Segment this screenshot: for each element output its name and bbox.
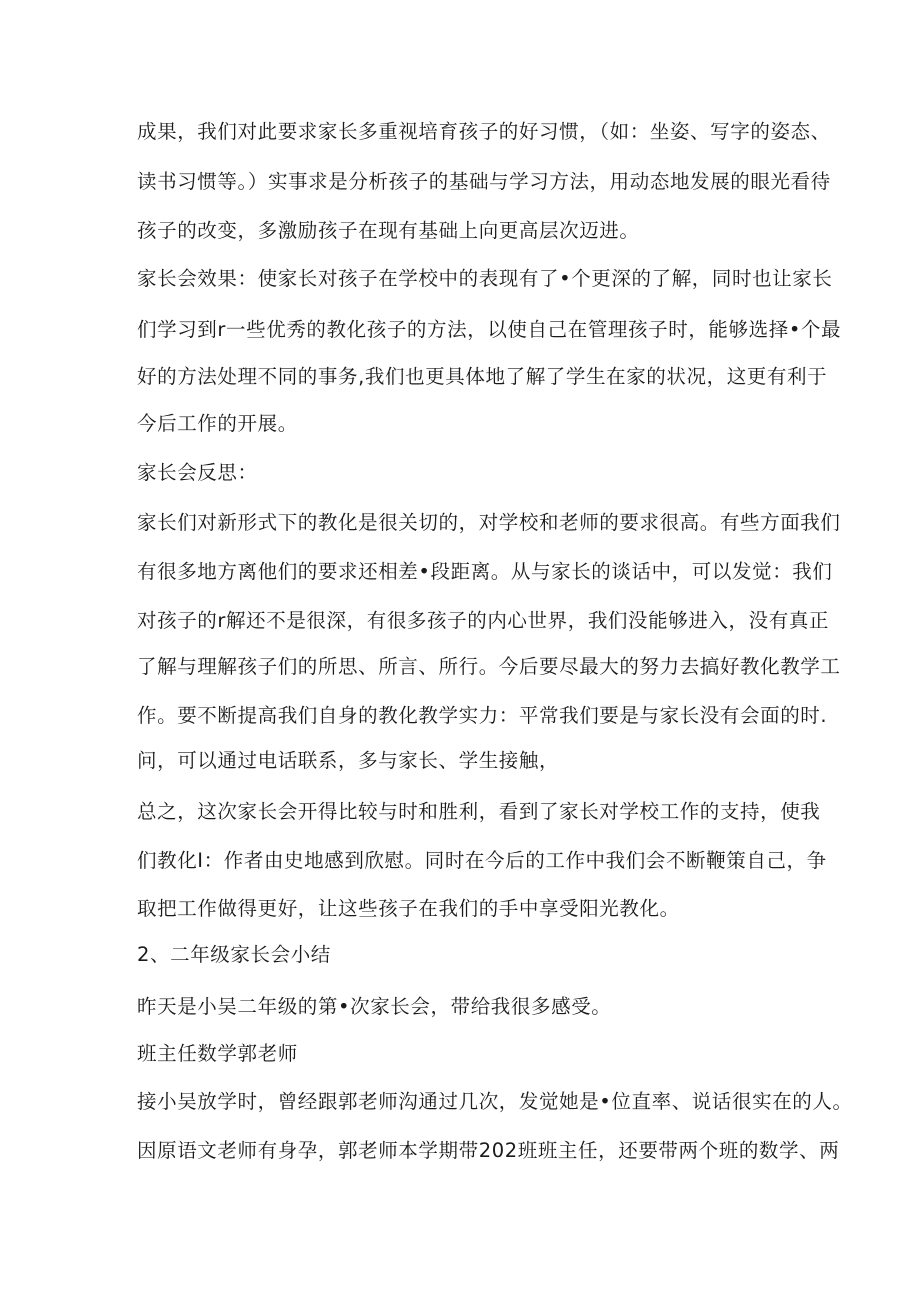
- text-line: 家长们对新形式下的教化是很关切的，对学校和老师的要求很高。有些方面我们: [137, 511, 841, 534]
- text-line: 总之，这次家长会开得比较与时和胜利，看到了家长对学校工作的支持，使我: [137, 800, 821, 823]
- section-heading: 家长会反思：: [137, 461, 258, 484]
- text-line: 家长会效果：使家长对孩子在学校中的表现有了•个更深的了解，同时也让家长: [137, 267, 833, 290]
- text-line: 作。要不断提高我们自身的教化教学实力：平常我们要是与家长没有会面的时.: [137, 704, 828, 727]
- text-line: 孩子的改变，多激励孩子在现有基础上向更高层次迈进。: [137, 219, 640, 242]
- text-line: 接小吴放学时，曾经跟郭老师沟通过几次，发觉她是•位直率、说话很实在的人。: [137, 1090, 853, 1113]
- subheading: 班主任数学郭老师: [137, 1042, 298, 1065]
- text-line: 有很多地方离他们的要求还相差•段距离。从与家长的谈话中，可以发觉：我们: [137, 560, 833, 583]
- text-line: 今后工作的开展。: [137, 412, 298, 435]
- section-heading: 2、二年级家长会小结: [137, 943, 331, 966]
- text-line: 们教化I：作者由史地感到欣慰。同时在今后的工作中我们会不断鞭策自己，争: [137, 849, 827, 872]
- text-line: 取把工作做得更好，让这些孩子在我们的手中享受阳光教化。: [137, 897, 680, 920]
- text-line: 们学习到r一些优秀的教化孩子的方法，以使自己在管理孩子时，能够选择•个最: [137, 318, 842, 341]
- text-line: 好的方法处理不同的事务,我们也更具体地了解了学生在家的状况，这更有利于: [137, 365, 828, 388]
- text-line: 读书习惯等。）实事求是分析孩子的基础与学习方法，用动态地发展的眼光看待: [137, 170, 831, 193]
- text-line: 问，可以通过电话联系，多与家长、学生接触，: [137, 749, 560, 772]
- text-line: 对孩子的r解还不是很深，有很多孩子的内心世界，我们没能够进入，没有真正: [137, 609, 830, 632]
- text-line: 因原语文老师有身孕，郭老师本学期带202班班主任，还要带两个班的数学、两: [137, 1139, 840, 1162]
- text-line: 了解与理解孩子们的所思、所言、所行。今后要尽最大的努力去搞好教化教学工: [137, 655, 841, 678]
- text-line: 昨天是小吴二年级的第•次家长会，带给我很多感受。: [137, 995, 612, 1018]
- text-line: 成果，我们对此要求家长多重视培育孩子的好习惯，（如：坐姿、写字的姿态、: [137, 120, 831, 143]
